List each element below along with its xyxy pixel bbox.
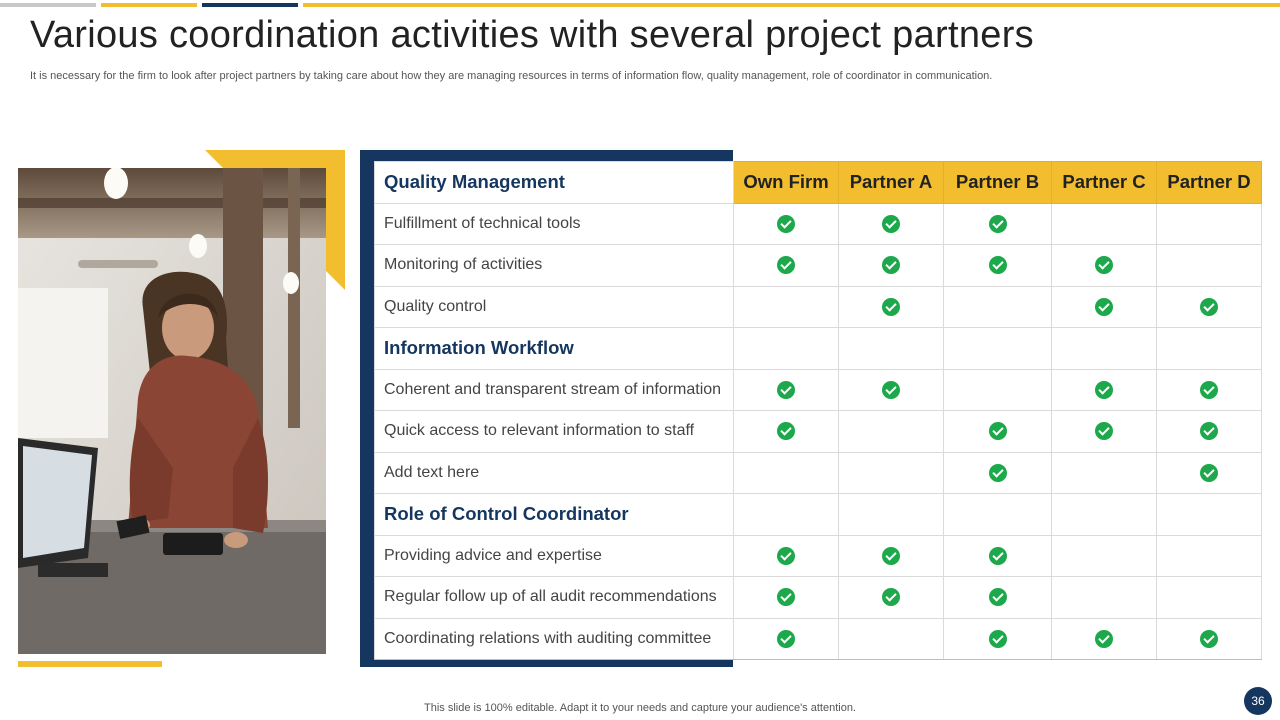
check-circle-icon — [1200, 464, 1218, 482]
column-header-partner-a: Partner A — [839, 162, 944, 204]
slide-footer: This slide is 100% editable. Adapt it to your needs and capture your audience's attention. — [424, 702, 856, 714]
table-row — [375, 369, 1262, 411]
table-row — [375, 411, 1262, 453]
table-cell — [1052, 535, 1157, 577]
table-cell — [944, 618, 1052, 660]
table-cell — [944, 286, 1052, 328]
table-cell — [1052, 577, 1157, 619]
table-cell — [1052, 494, 1157, 536]
table-cell — [1157, 494, 1262, 536]
check-circle-icon — [989, 256, 1007, 274]
table-cell — [839, 618, 944, 660]
activity-label: Add text here — [375, 452, 734, 494]
table-cell — [1052, 411, 1157, 453]
table-cell — [1157, 618, 1262, 660]
check-circle-icon — [777, 381, 795, 399]
activity-label: Coordinating relations with auditing committee — [375, 618, 734, 660]
table-cell — [734, 452, 839, 494]
slide-subtitle: It is necessary for the firm to look after project partners by taking care about how they are managing resources in terms of information flow, quality management, role of coordinator in communication. — [30, 70, 993, 82]
check-circle-icon — [882, 256, 900, 274]
check-circle-icon — [1095, 422, 1113, 440]
check-circle-icon — [882, 547, 900, 565]
check-circle-icon — [989, 547, 1007, 565]
activity-label: Providing advice and expertise — [375, 535, 734, 577]
table-cell — [1052, 618, 1157, 660]
check-circle-icon — [1095, 630, 1113, 648]
column-header-partner-d: Partner D — [1157, 162, 1262, 204]
activity-label: Regular follow up of all audit recommendations — [375, 577, 734, 619]
check-circle-icon — [1200, 381, 1218, 399]
column-header-partner-c: Partner C — [1052, 162, 1157, 204]
table-cell — [1157, 411, 1262, 453]
table-cell — [1157, 328, 1262, 370]
table-cell — [1052, 245, 1157, 287]
table-cell — [944, 369, 1052, 411]
check-circle-icon — [1095, 256, 1113, 274]
page-number-badge: 36 — [1244, 687, 1272, 715]
top-bar-segment-4 — [303, 3, 1280, 7]
check-circle-icon — [777, 256, 795, 274]
table-cell — [839, 203, 944, 245]
table-cell — [1157, 535, 1262, 577]
check-circle-icon — [777, 547, 795, 565]
activity-label: Quick access to relevant information to staff — [375, 411, 734, 453]
table-cell — [944, 577, 1052, 619]
table-cell — [1157, 577, 1262, 619]
table-body — [375, 203, 1262, 660]
table-cell — [1052, 203, 1157, 245]
slide-title: Various coordination activities with several project partners — [30, 14, 1034, 56]
table-cell — [944, 411, 1052, 453]
check-circle-icon — [1095, 298, 1113, 316]
check-circle-icon — [1200, 422, 1218, 440]
check-circle-icon — [882, 588, 900, 606]
check-circle-icon — [1200, 298, 1218, 316]
table-cell — [1052, 452, 1157, 494]
table-cell — [1157, 245, 1262, 287]
table-row — [375, 535, 1262, 577]
table-row — [375, 452, 1262, 494]
table-cell — [944, 203, 1052, 245]
activity-label: Fulfillment of technical tools — [375, 203, 734, 245]
table-row — [375, 618, 1262, 660]
check-circle-icon — [989, 588, 1007, 606]
check-circle-icon — [882, 381, 900, 399]
table-cell — [1052, 369, 1157, 411]
table-row — [375, 203, 1262, 245]
table-cell — [839, 577, 944, 619]
table-cell — [1157, 203, 1262, 245]
column-header-own-firm: Own Firm — [734, 162, 839, 204]
table-cell — [734, 577, 839, 619]
section-heading-quality-management: Quality Management — [375, 162, 734, 204]
table-section-row — [375, 494, 1262, 536]
table-cell — [839, 369, 944, 411]
check-circle-icon — [882, 215, 900, 233]
check-circle-icon — [777, 588, 795, 606]
top-bar-segment-1 — [0, 3, 96, 7]
table-row — [375, 286, 1262, 328]
table-cell — [734, 369, 839, 411]
table-cell — [1157, 369, 1262, 411]
table-cell — [734, 203, 839, 245]
table-cell — [734, 411, 839, 453]
check-circle-icon — [989, 464, 1007, 482]
table-cell — [944, 328, 1052, 370]
activity-label: Monitoring of activities — [375, 245, 734, 287]
table-cell — [944, 494, 1052, 536]
column-header-partner-b: Partner B — [944, 162, 1052, 204]
check-circle-icon — [777, 215, 795, 233]
check-circle-icon — [989, 215, 1007, 233]
table-section-row — [375, 328, 1262, 370]
top-bar-segment-2 — [101, 3, 197, 7]
check-circle-icon — [777, 422, 795, 440]
top-bar-segment-3 — [202, 3, 298, 7]
table-cell — [839, 535, 944, 577]
check-circle-icon — [1095, 381, 1113, 399]
table-cell — [1157, 286, 1262, 328]
table-cell — [839, 494, 944, 536]
table-cell — [734, 618, 839, 660]
table-cell — [734, 494, 839, 536]
table-row — [375, 577, 1262, 619]
activity-label: Coherent and transparent stream of information — [375, 369, 734, 411]
section-heading: Role of Control Coordinator — [375, 494, 734, 536]
table-cell — [944, 452, 1052, 494]
check-circle-icon — [882, 298, 900, 316]
table-cell — [734, 286, 839, 328]
table-cell — [944, 245, 1052, 287]
table-header-row — [375, 162, 1262, 204]
table-cell — [734, 535, 839, 577]
check-circle-icon — [989, 630, 1007, 648]
table-cell — [1052, 286, 1157, 328]
table-cell — [839, 328, 944, 370]
activity-label: Quality control — [375, 286, 734, 328]
table-cell — [839, 245, 944, 287]
table-row — [375, 245, 1262, 287]
coordination-activities-table — [374, 161, 1262, 660]
table-cell — [734, 245, 839, 287]
table-cell — [839, 452, 944, 494]
check-circle-icon — [989, 422, 1007, 440]
table-cell — [734, 328, 839, 370]
photo-bottom-accent-bar — [18, 661, 162, 667]
table-cell — [1157, 452, 1262, 494]
table-cell — [944, 535, 1052, 577]
section-heading: Information Workflow — [375, 328, 734, 370]
table-cell — [839, 411, 944, 453]
check-circle-icon — [1200, 630, 1218, 648]
check-circle-icon — [777, 630, 795, 648]
photo-woman-at-payment-terminal — [18, 168, 326, 654]
table-cell — [839, 286, 944, 328]
table-cell — [1052, 328, 1157, 370]
